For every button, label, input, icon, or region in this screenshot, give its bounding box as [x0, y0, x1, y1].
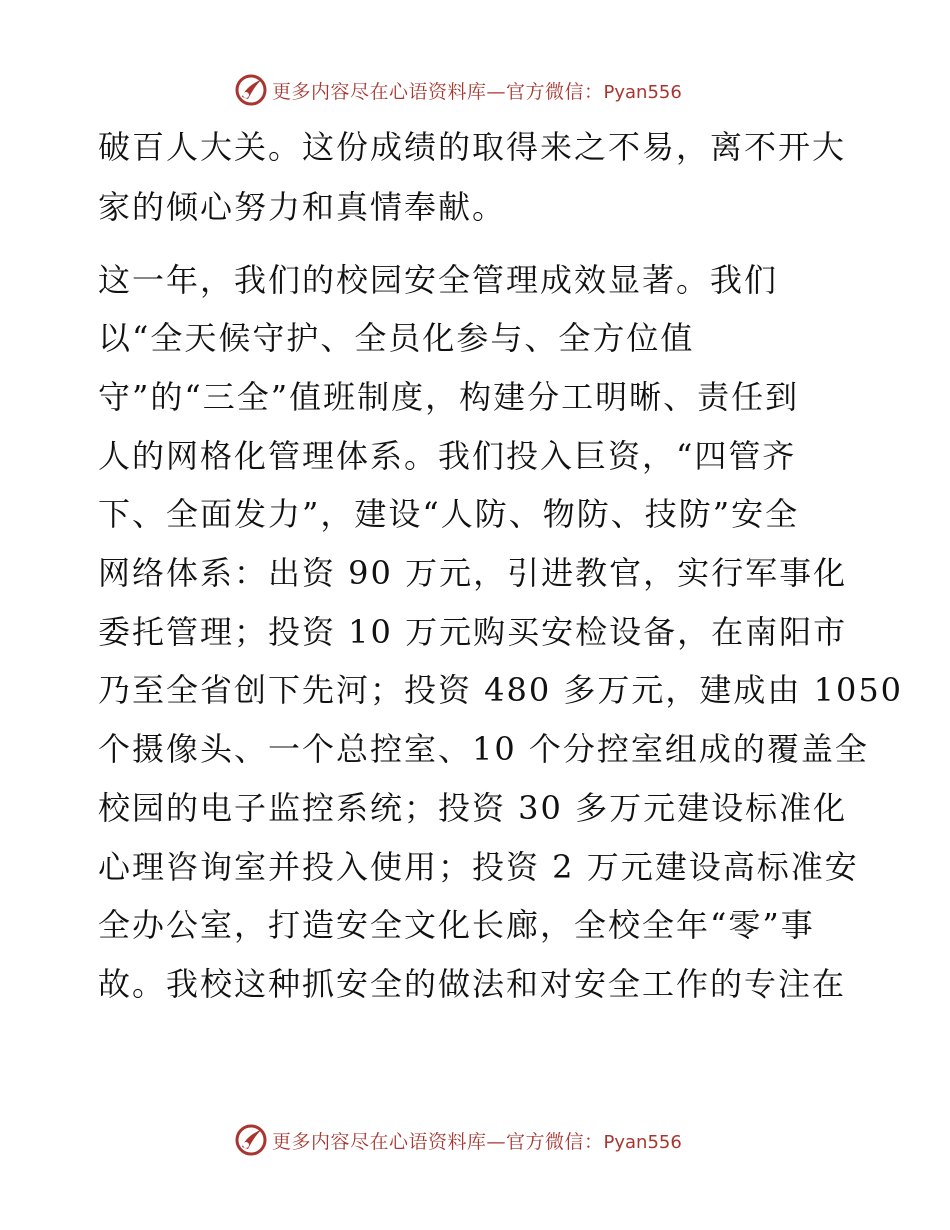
text-line: 校园的电子监控系统；投资 30 多万元建设标准化: [98, 789, 848, 827]
banner-text: [272, 1127, 682, 1154]
text-line: 家的倾心努力和真情奉献。: [98, 188, 507, 226]
text-line: 守”的“三全”值班制度，构建分工明晰、责任到: [98, 378, 800, 416]
text-line: 全办公室，打造安全文化长廊，全校全年“零”事: [98, 906, 815, 944]
banner-brand: Pyan556: [603, 1131, 682, 1153]
text-line: 委托管理；投资 10 万元购买安检设备，在南阳市: [98, 613, 848, 651]
banner-label: 更多内容尽在心语资料库—官方微信：: [272, 80, 604, 103]
text-line: 乃至全省创下先河；投资 480 多万元，建成由 1050: [98, 671, 904, 709]
text-line: 下、全面发力”，建设“人防、物防、技防”安全: [98, 495, 800, 533]
text-line: 人的网格化管理体系。我们投入巨资，“四管齐: [98, 437, 797, 475]
text-line: 心理咨询室并投入使用；投资 2 万元建设高标准安: [98, 848, 859, 886]
text-line: 破百人大关。这份成绩的取得来之不易，离不开大: [98, 128, 847, 166]
text-line: 故。我校这种抓安全的做法和对安全工作的专注在: [98, 965, 847, 1003]
banner-brand: Pyan556: [603, 81, 682, 103]
footer-banner: [234, 1123, 682, 1157]
logo-icon: [234, 1123, 268, 1157]
text-line: 这一年，我们的校园安全管理成效显著。我们: [98, 261, 779, 299]
banner-label: 更多内容尽在心语资料库—官方微信：: [272, 1130, 604, 1153]
text-line: 以“全天候守护、全员化参与、全方位值: [98, 319, 695, 357]
text-line: 个摄像头、一个总控室、10 个分控室组成的覆盖全: [98, 730, 869, 768]
text-line: 网络体系：出资 90 万元，引进教官，实行军事化: [98, 554, 848, 592]
